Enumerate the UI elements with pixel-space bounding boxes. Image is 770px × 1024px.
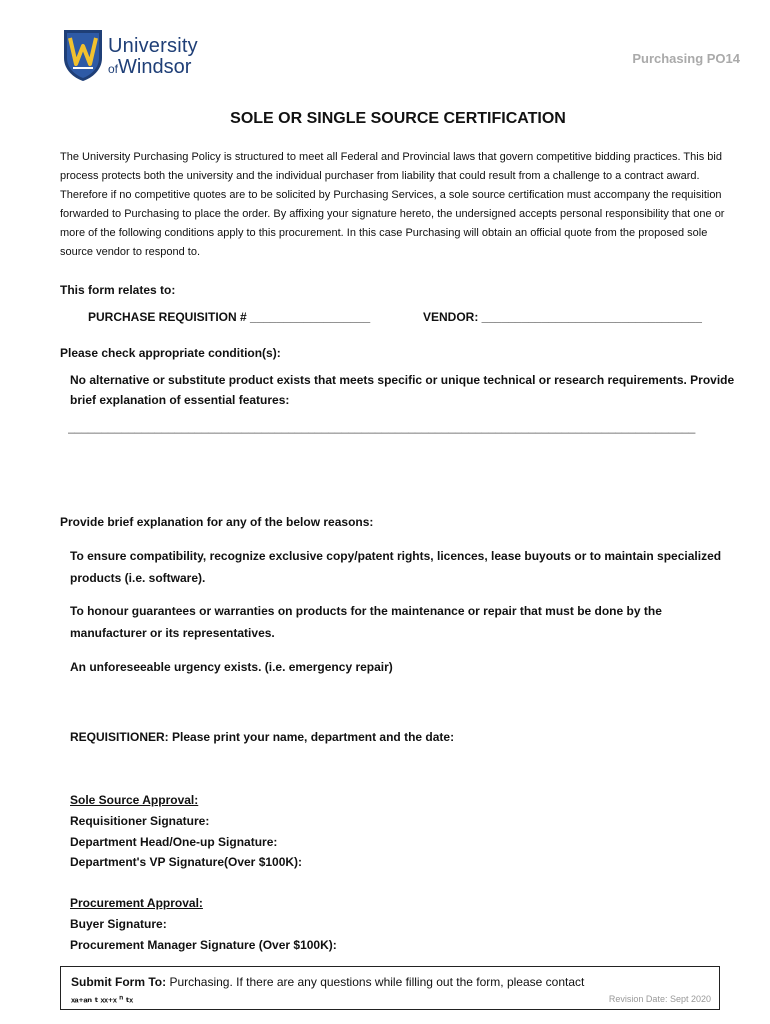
submit-footer-box	[60, 966, 720, 1010]
university-logo	[62, 28, 212, 84]
vp-signature-label: Department's VP Signature(Over $100K):	[70, 855, 303, 870]
procurement-approval-section	[70, 893, 337, 955]
vendor-field[interactable]: VENDOR: _________________________________	[423, 310, 702, 324]
reason-urgency[interactable]: An unforeseeable urgency exists. (i.e. emergency repair)	[70, 660, 393, 674]
requisitioner-label: REQUISITIONER: Please print your name, department and the date:	[70, 730, 455, 744]
buyer-signature-label: Buyer Signature:	[70, 916, 167, 931]
requisitioner-signature-label: Requisitioner Signature:	[70, 813, 210, 828]
sole-source-heading: Sole Source Approval:	[70, 793, 199, 807]
reason-compatibility[interactable]: To ensure compatibility, recognize exclusive copy/patent rights, licences, lease buyouts or to maintain specialized products (i.e. software).	[70, 549, 722, 585]
reason-warranties[interactable]: To honour guarantees or warranties on products for the maintenance or repair that must be done by the manufacturer or its representatives.	[70, 604, 662, 640]
procurement-manager-signature-label: Procurement Manager Signature (Over $100K):	[70, 937, 337, 952]
relates-label: This form relates to:	[60, 283, 176, 297]
submit-label: Submit Form To:	[71, 975, 167, 989]
essential-features-line[interactable]: ______________________________________________________________________________________________	[68, 420, 696, 434]
department-head-signature-label: Department Head/One-up Signature:	[70, 834, 278, 849]
submit-text: Purchasing. If there are any questions while filling out the form, please contact	[166, 975, 585, 989]
logo-of: of	[108, 62, 119, 76]
check-conditions-label: Please check appropriate condition(s):	[60, 346, 281, 360]
form-code: Purchasing PO14	[632, 51, 740, 66]
contact-garbled-text: ₓₐ₊ₐₙ ₜ ₓₓ₊ₓ ⁿ ₜₓ	[71, 993, 133, 1005]
explain-reasons-label: Provide brief explanation for any of the below reasons:	[60, 515, 374, 529]
procurement-heading: Procurement Approval:	[70, 896, 203, 910]
revision-date: Revision Date: Sept 2020	[608, 994, 711, 1004]
logo-line1: University	[108, 35, 198, 57]
intro-paragraph: The University Purchasing Policy is structured to meet all Federal and Provincial laws that govern competitive bidding practices. This bid process protects both the university and the individual purchaser from liability that could result from a challenge to a contract award. Therefore if no competitive quotes are to be solicited by Purchasing Services, a sole source certification must accompany the requisition forwarded to Purchasing to place the order. By affixing your signature hereto, the undersigned accepts personal responsibility that one or more of the following conditions apply to this procurement. In this case Purchasing will obtain an official quote from the proposed sole source vendor to respond to.	[60, 151, 725, 258]
document-title: SOLE OR SINGLE SOURCE CERTIFICATION	[230, 110, 566, 127]
submit-instructions	[71, 975, 709, 989]
purchase-requisition-field[interactable]: PURCHASE REQUISITION # __________________	[88, 310, 371, 324]
university-shield-icon	[62, 28, 104, 82]
sole-source-approval-section	[70, 790, 302, 873]
condition-no-alternative[interactable]: No alternative or substitute product exists that meets specific or unique technical or research requirements. Provide brief explanation of essential features:	[70, 373, 735, 407]
logo-line2: Windsor	[118, 56, 192, 78]
